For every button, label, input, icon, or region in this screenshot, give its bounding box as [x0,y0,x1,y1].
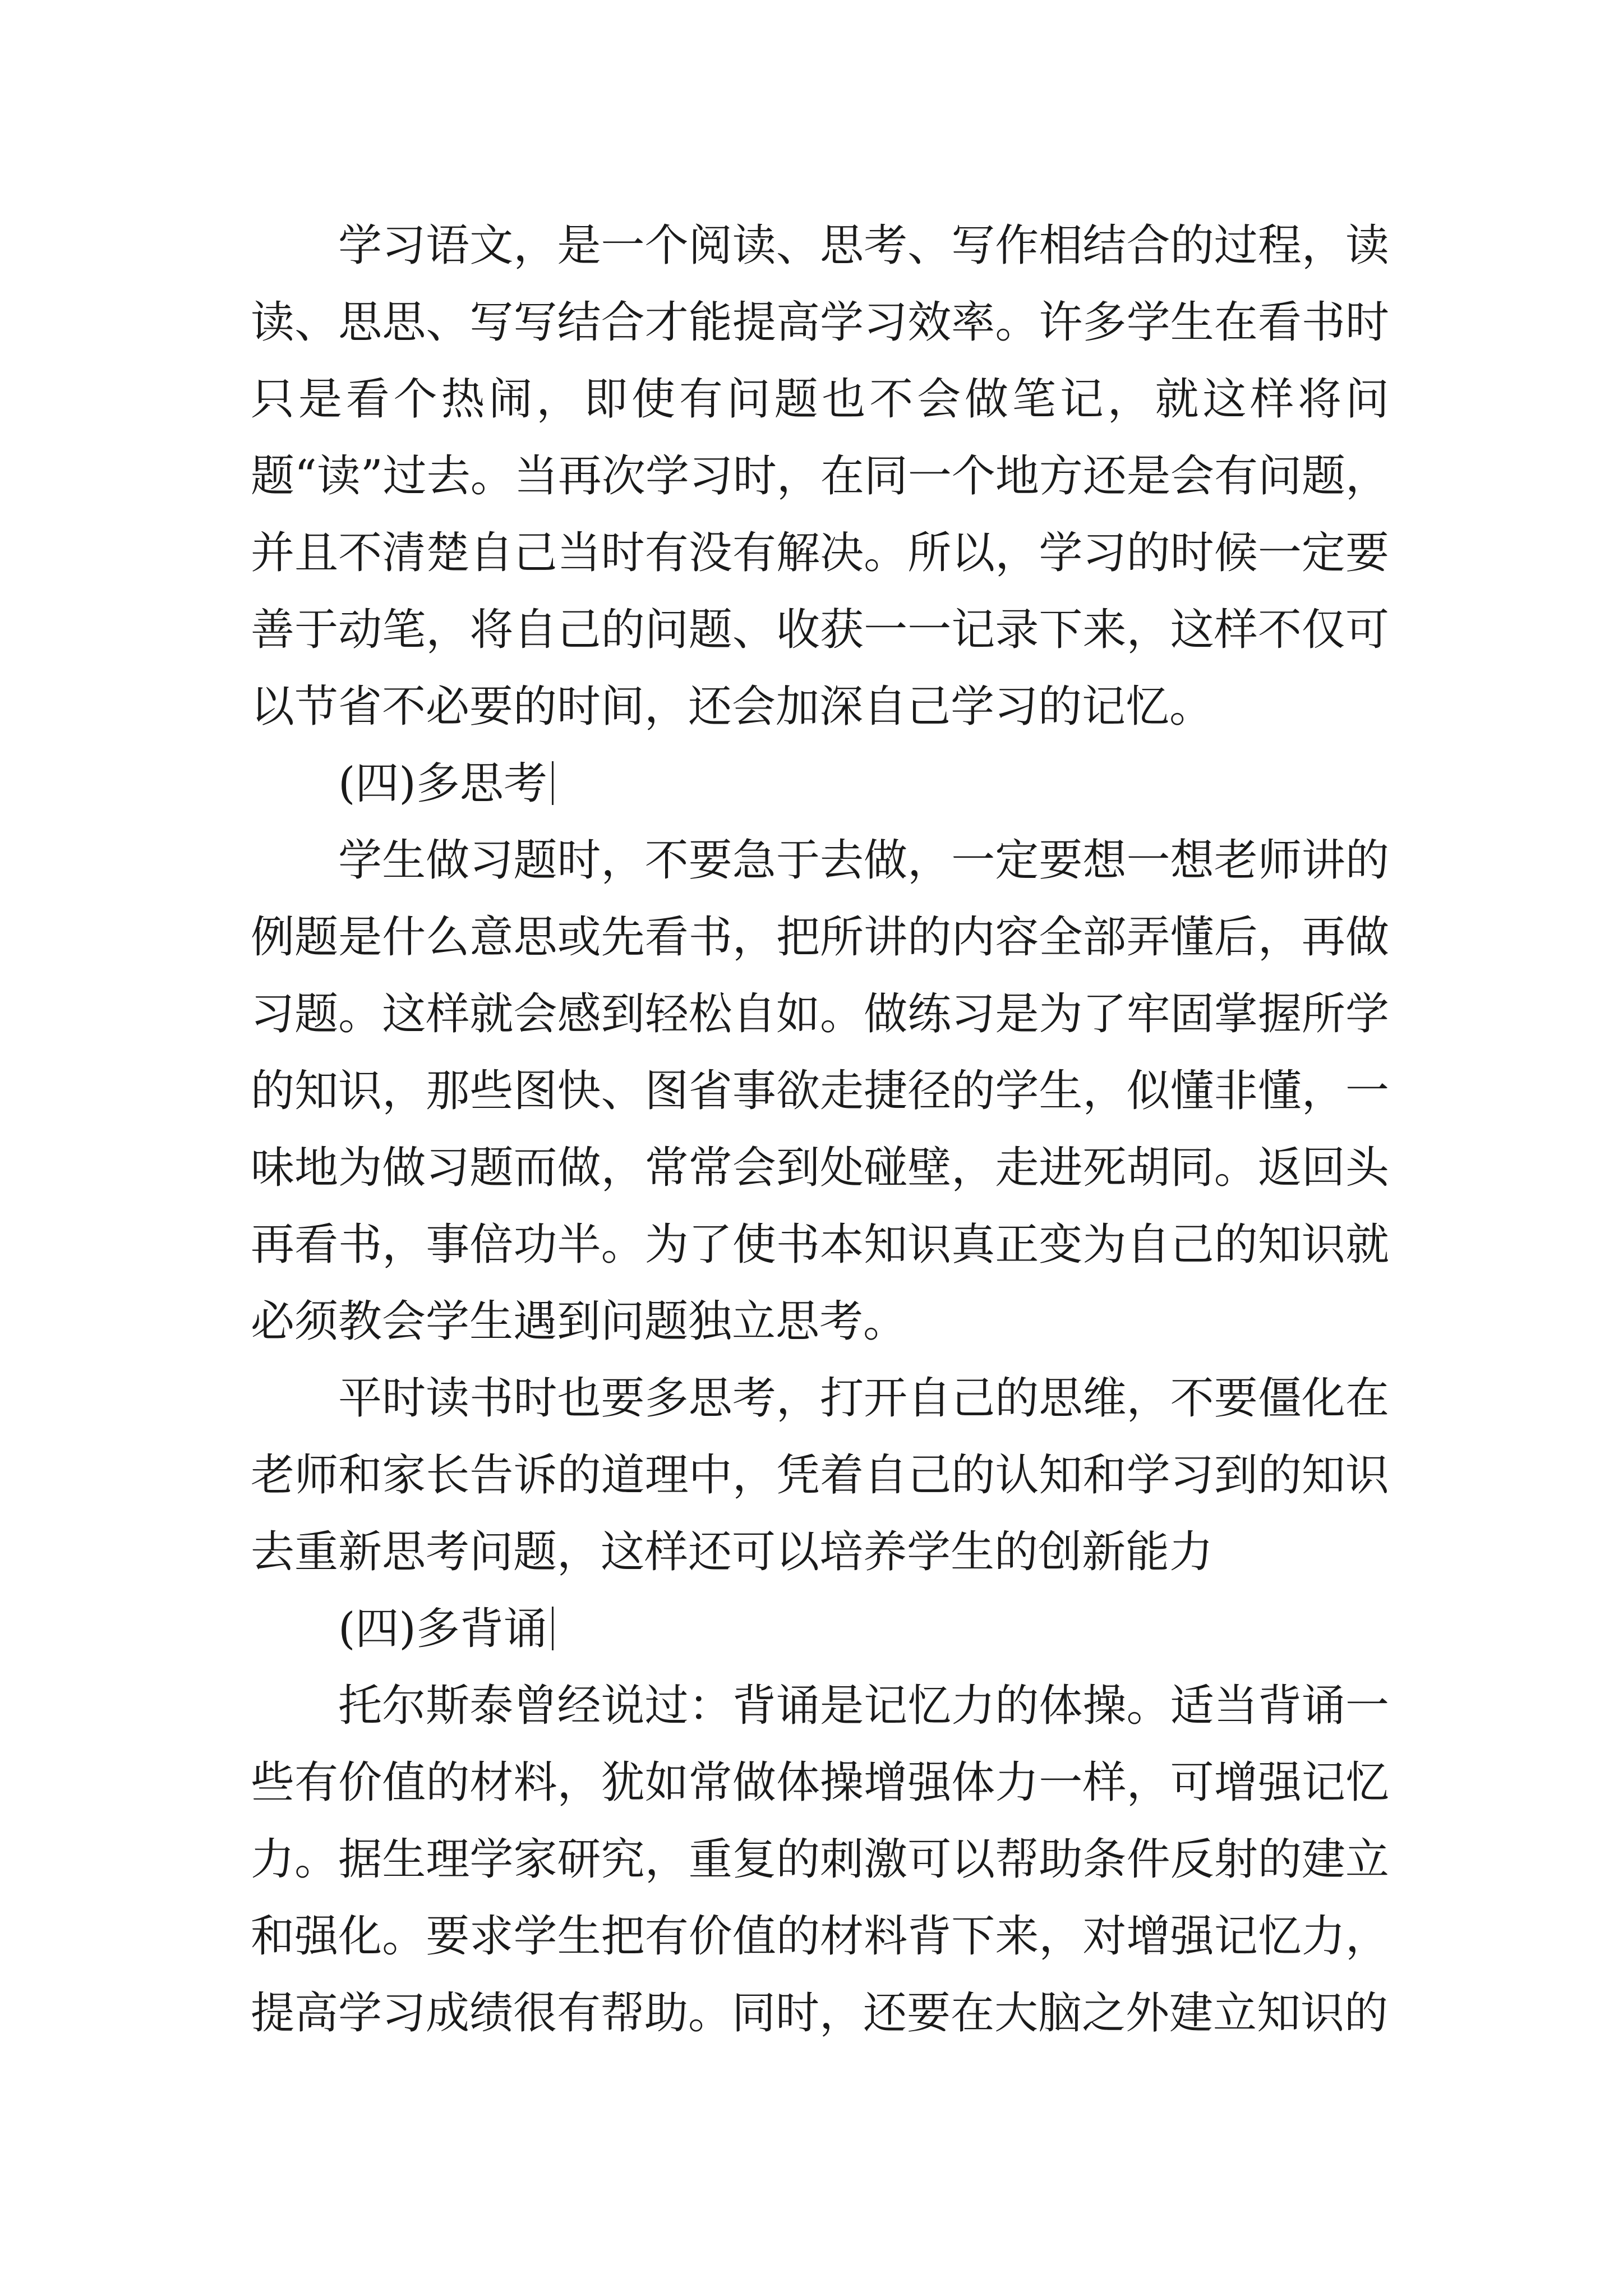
document-body [251,208,1389,2052]
text-cursor-caret [552,1607,554,1650]
paragraph-think-exercises: 学生做习题时，不要急于去做，一定要想一想老师讲的例题是什么意思或先看书，把所讲的内容全部弄懂后，再做习题。这样就会感到轻松自如。做练习是为了牢固掌握所学的知识，那些图快、图省事欲走捷径的学生，似懂非懂，一味地为做习题而做，常常会到处碰壁，走进死胡同。返回头再看书，事倍功半。为了使书本知识真正变为自己的知识就必须教会学生遇到问题独立思考。 [251,835,1389,1347]
paragraph-think-reading: 平时读书时也要多思考，打开自己的思维，不要僵化在老师和家长告诉的道理中，凭着自己的认知和学习到的知识去重新思考问题，这样还可以培养学生的创新能力 [251,1373,1389,1577]
section-heading-recite-text: (四)多背诵 [338,1604,547,1654]
paragraph-note-taking: 学习语文，是一个阅读、思考、写作相结合的过程，读读、思思、写写结合才能提高学习效率。许多学生在看书时只是看个热闹，即使有问题也不会做笔记，就这样将问题“读”过去。当再次学习时，在同一个地方还是会有问题，并且不清楚自己当时有没有解决。所以，学习的时候一定要善于动笔，将自己的问题、收获一一记录下来，这样不仅可以节省不必要的时间，还会加深自己学习的记忆。 [251,220,1389,732]
paragraph-recite: 托尔斯泰曾经说过：背诵是记忆力的体操。适当背诵一些有价值的材料，犹如常做体操增强体力一样，可增强记忆力。据生理学家研究，重复的刺激可以帮助条件反射的建立和强化。要求学生把有价值的材料背下来，对增强记忆力，提高学习成绩很有帮助。同时，还要在大脑之外建立知识的 [251,1681,1389,2039]
section-heading-think-text: (四)多思考 [338,758,547,809]
text-cursor-caret [552,761,554,805]
section-heading-recite [251,1591,1389,1668]
section-heading-think [251,746,1389,822]
